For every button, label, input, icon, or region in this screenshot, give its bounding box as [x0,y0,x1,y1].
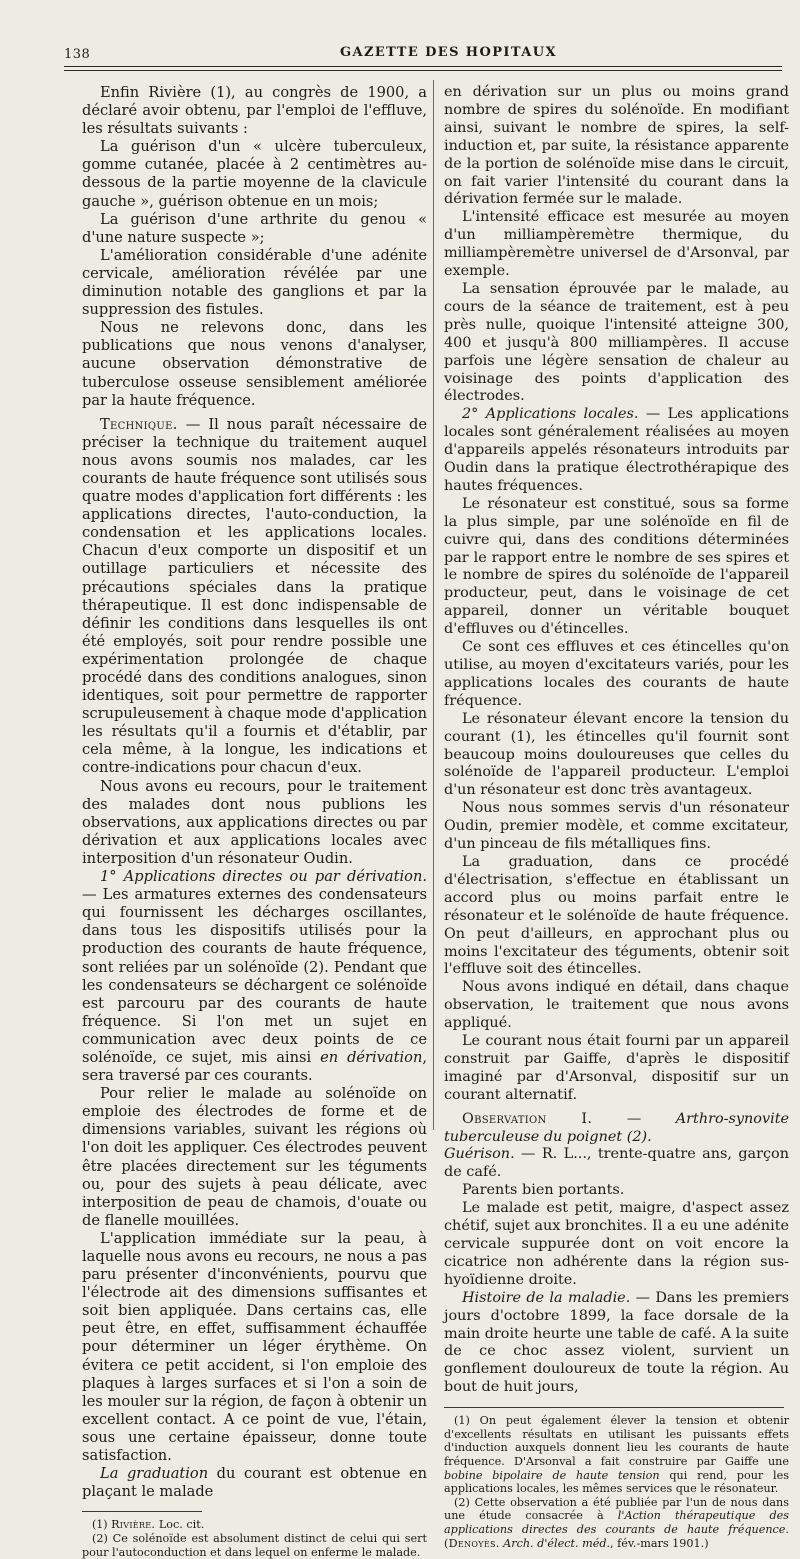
emphasis: La graduation [100,1465,209,1483]
paragraph: en dérivation sur un plus ou moins grand nombre de spires du solénoïde. En modifiant ainsi, suivant le nombre de spires, la self-induction et, par suite, la résistance apparente de la portion de solénoïde mise dans le circuit, on fait varier l'intensité du courant dans la dérivation fermée sur le malade. [444,84,789,208]
paragraph [444,1146,789,1182]
header-rule [64,66,782,67]
paragraph: Le résonateur élevant encore la tension du courant (1), les étincelles qu'il fournit sont beaucoup moins douloureuses que celles du solénoïde de l'appareil producteur. L'emploi d'un résonateur est donc très avantageux. [444,710,789,799]
paragraph: Parents bien portants. [462,1182,625,1199]
footnote: (2) Ce solénoïde est absolument distinct de celui qui sert pour l'autoconduction et dans lequel on enferme le malade. [82,1531,427,1559]
observation-heading [444,1111,789,1147]
footnotes [82,1518,427,1559]
paragraph: Nous nous sommes servis d'un résonateur Oudin, premier modèle, et comme excitateur, d'un pinceau de fils métalliques fins. [444,800,789,853]
footnotes [444,1414,789,1550]
paragraph: L'amélioration considérable d'une adénite cervicale, amélioration révélée par une diminution notable des ganglions et par la suppression des fistules. [82,246,427,319]
emphasis: Arch. d'élect. méd. [499,1536,611,1550]
text: — R. L..., trente-quatre ans, garçon de café. [444,1146,789,1181]
right-column [444,84,789,1550]
text: , sera traversé par ces courants. [82,1048,427,1085]
text: Loc. cit. [155,1518,205,1532]
paragraph: La guérison d'une arthrite du genou « d'une nature suspecte »; [82,210,427,246]
text: du courant est obtenue en plaçant le malade [82,1465,427,1501]
paragraph: La guérison d'un « ulcère tuberculeux, gomme cutanée, placée à 2 centimètres au-dessous de la partie moyenne de la clavicule gauche », guérison obtenue en un mois; [82,138,427,210]
footnote [444,1496,789,1550]
paragraph: Nous ne relevons donc, dans les publications que nous venons d'analyser, aucune observation démonstrative de tuberculose osseuse sensiblement améliorée par la haute fréquence. [82,319,427,409]
left-column [82,84,427,1559]
paragraph [82,868,427,1085]
paragraph: Le résonateur est constitué, sous sa forme la plus simple, par une solénoïde en fil de cuivre qui, dans des conditions déterminées par le rapport entre le nombre de ses spires et le nombre de spires du solénoïde de l'appareil producteur, peut, dans le voisinage de cet appareil, donner un véritable bouquet d'effluves ou d'étincelles. [444,495,789,638]
paragraph [444,406,789,496]
paragraph: Ce sont ces effluves et ces étincelles qu'on utilise, au moyen d'excitateurs variés, pour les applications locales des courants de haute fréquence. [444,639,789,709]
paragraph [444,1290,789,1397]
page-number: 138 [64,47,91,62]
paragraph [82,1465,427,1501]
paragraph: Enfin Rivière (1), au congrès de 1900, a déclaré avoir obtenu, par l'emploi de l'effluve, les résultats suivants : [82,84,427,138]
text: (1) On peut également élever la tension et obtenir d'excellents résultats en utilisant les puissants effets d'induction auxquels donnent lieu les courants de haute fréquence. D'Arsonval a fait construire par Gaiffe une [444,1414,789,1468]
text: , fév.-mars 1901.) [610,1536,709,1550]
observation-title: — Arthro-synovite tuberculeuse du poignet (2). [444,1110,789,1145]
column-divider [433,80,434,1130]
text: qui rend, pour les applications locales, les mêmes services que le résonateur. [444,1468,789,1496]
paragraph: L'intensité efficace est mesurée au moyen d'un milliampèremètre thermique, du milliampèremètre universel de d'Arsonval, par exemple. [444,209,789,280]
section-label: Histoire de la maladie. [462,1289,631,1306]
author-name: (Denoyès. [444,1536,500,1550]
footnote-rule [82,1511,202,1512]
emphasis: Guérison. [444,1146,515,1163]
observation-label: Observation I. [462,1110,593,1127]
header-rule-thin [64,70,782,71]
text: — Il nous paraît nécessaire de préciser la technique du traitement auquel nous avons soumis nos malades, car les courants de haute fréquence sont utilisés sous quatre modes d'application fort différents : les applications directes, l'auto-conduction, la condensation et les applications locales. Chacun d'eux comporte un dispositif et un outillage particuliers et nécessite des précautions spéciales dans la pratique thérapeutique. Il est donc indispensable de définir les conditions dans lesquelles ils ont été employés, soit pour rendre possible une expérimentation prolongée de chaque procédé dans des conditions analogues, sinon identiques, soit pour permettre de rapporter scrupuleusement à chaque mode d'application les résultats qu'il a fournis et d'établir, par cela même, à la longue, les indications et contre-indications pour chacun d'eux. [82,415,427,777]
emphasis: bobine bipolaire de haute tension [444,1468,660,1482]
paragraph: L'application immédiate sur la peau, à laquelle nous avons eu recours, ne nous a pas paru présenter d'inconvénients, pourvu que l'électrode ait des dimensions suffisantes et soit bien appliquée. Dans certains cas, elle peut être, en effet, suffisamment échauffée pour déterminer un léger érythème. On évitera ce petit accident, si l'on emploie des plaques à larges surfaces et si l'on a soin de les mouler sur la région, de façon à obtenir un excellent contact. A ce point de vue, l'étain, sous une certaine épaisseur, donne toute satisfaction. [82,1229,427,1465]
section-label: Technique. [100,415,178,433]
text: — Les armatures externes des condensateurs qui fournissent les décharges oscillantes, dans tous les dispositifs utilisés pour la production des courants de haute fréquence, sont reliées par un solénoïde (2). Pendant que les condensateurs se déchargent ce solénoïde est parcouru par des courants de haute fréquence. Si l'on met un sujet en communication avec deux points de ce solénoïde, ce sujet, mis ainsi [82,886,427,1066]
footnote: (1) Rivière. Loc. cit. [92,1518,205,1532]
paragraph: La graduation, dans ce procédé d'électrisation, s'effectue en établissant un accord plus ou moins parfait entre le résonateur et le solénoïde de haute fréquence. On peut d'ailleurs, en approchant plus ou moins l'excitateur des téguments, obtenir soit l'effluve soit des étincelles. [444,853,789,978]
section-label: 1° Applications directes ou par dérivation. [100,868,427,886]
section-label: 2° Applications locales. [462,406,639,423]
paragraph: Pour relier le malade au solénoïde on emploie des électrodes de forme et de dimensions variables, suivant les régions où l'on doit les appliquer. Ces électrodes peuvent être placées directement sur les téguments ou, pour des sujets à peau délicate, avec interposition de peau de chamois, d'ouate ou de flanelle mouillées. [82,1085,427,1229]
emphasis: l'Action thérapeutique des applications directes des courants de haute fréquence. [444,1509,789,1536]
paragraph-technique [82,416,427,778]
emphasis: en dérivation [320,1048,423,1066]
paragraph: Nous avons eu recours, pour le traitement des malades dont nous publions les observations, aux applications directes ou par dérivation et aux applications locales avec interposition d'un résonateur Oudin. [82,777,427,867]
text: (2) Cette observation a été publiée par l'un de nous dans une étude consacrée à [444,1495,789,1523]
running-header: GAZETTE DES HOPITAUX [340,45,557,60]
footnote-rule [444,1407,784,1408]
paragraph: Nous avons indiqué en détail, dans chaque observation, le traitement que nous avons appliqué. [444,979,789,1032]
paragraph: Le courant nous était fourni par un appareil construit par Gaiffe, d'après le dispositif imaginé par d'Arsonval, dispositif sur un courant alternatif. [444,1033,789,1103]
footnote [444,1414,789,1496]
text: — Les applications locales sont généralement réalisées au moyen d'appareils appelés résonateurs introduits par Oudin dans la pratique électrothérapique des hautes fréquences. [444,406,789,494]
paragraph: Le malade est petit, maigre, d'aspect assez chétif, sujet aux bronchites. Il a eu une adénite cervicale suppurée dont on voit encore la cicatrice non adhérente dans la région sus-hyoïdienne droite. [444,1200,789,1288]
paragraph: La sensation éprouvée par le malade, au cours de la séance de traitement, est à peu près nulle, quoique l'intensité atteigne 300, 400 et jusqu'à 800 milliampères. Il accuse parfois une légère sensation de chaleur au voisinage des points d'application des électrodes. [444,280,789,405]
author-name: Rivière. [111,1518,156,1532]
text: — Dans les premiers jours d'octobre 1899, la face dorsale de la main droite heurte une table de café. A la suite de ce choc assez violent, survient un gonflement douloureux de toute la région. Au bout de huit jours, [444,1289,789,1396]
